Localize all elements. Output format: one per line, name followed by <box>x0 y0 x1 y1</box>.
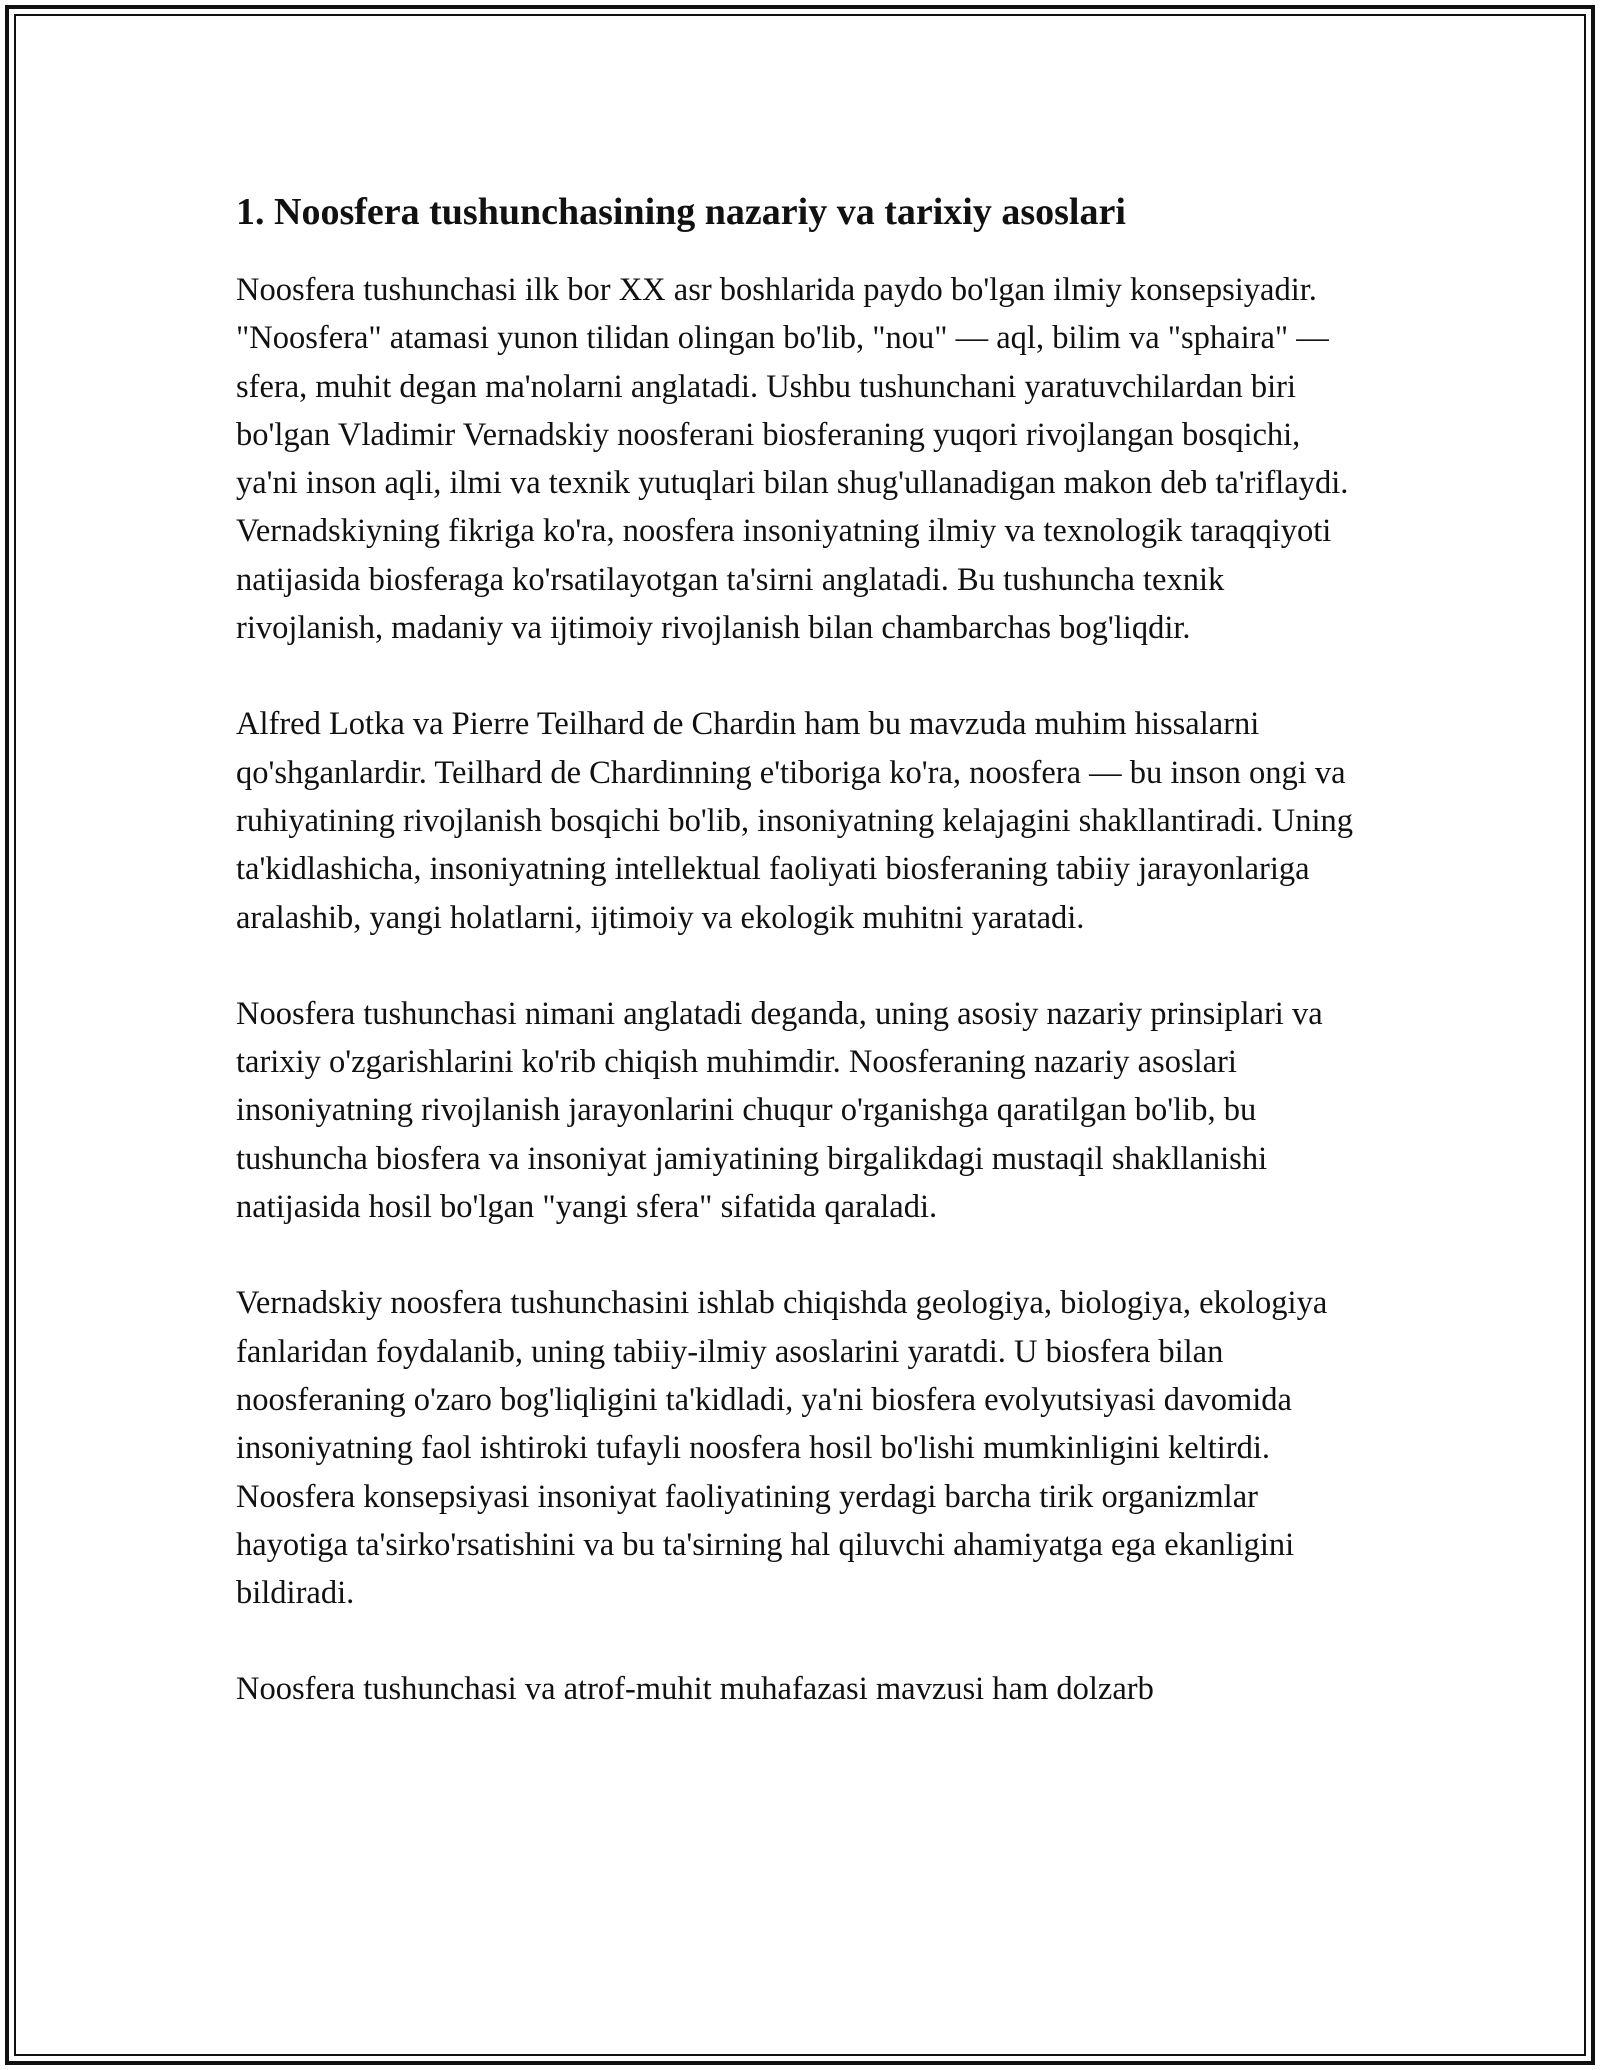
paragraph-4: Vernadskiy noosfera tushunchasini ishlab chiqishda geologiya, biologiya, ekologiya fanlaridan foydalanib, uning tabiiy-ilmiy asoslarini yaratdi. U biosfera bilan noosferaning o'zaro bog'liqligini ta'kidladi, ya'ni biosfera evolyutsiyasi davomida insoniyatning faol ishtiroki tufayli noosfera hosil bo'lishi mumkinligini keltirdi. Noosfera konsepsiyasi insoniyat faoliyatining yerdagi barcha tirik organizmlar hayotiga ta'sirko'rsatishini va bu ta'sirning hal qiluvchi ahamiyatga ega ekanligini bildiradi. <box>236 1285 1328 1612</box>
paragraph-1: Noosfera tushunchasi ilk bor XX asr boshlarida paydo bo'lgan ilmiy konsepsiyadir. "Noosfera" atamasi yunon tilidan olingan bo'lib, "nou" — aql, bilim va "sphaira" — sfera, muhit degan ma'nolarni anglatadi. Ushbu tushunchani yaratuvchilardan biri bo'lgan Vladimir Vernadskiy noosferani biosferaning yuqori rivojlangan bosqichi, ya'ni inson aqli, ilmi va texnik yutuqlari bilan shug'ullanadigan makon deb ta'riflaydi. Vernadskiyning fikriga ko'ra, noosfera insoniyatning ilmiy va texnologik taraqqiyoti natijasida biosferaga ko'rsatilayotgan ta'sirni anglatadi. Bu tushuncha texnik rivojlanish, madaniy va ijtimoiy rivojlanish bilan chambarchas bog'liqdir. <box>236 272 1349 647</box>
section-heading: 1. Noosfera tushunchasining nazariy va tarixiy asoslari <box>236 191 1126 233</box>
paragraph-5: Noosfera tushunchasi va atrof-muhit muhafazasi mavzusi ham dolzarb <box>236 1671 1154 1708</box>
document-body <box>236 190 1366 1762</box>
paragraph-3: Noosfera tushunchasi nimani anglatadi deganda, uning asosiy nazariy prinsiplari va tarixiy o'zgarishlarini ko'rib chiqish muhimdir. Noosferaning nazariy asoslari insoniyatning rivojlanish jarayonlarini chuqur o'rganishga qaratilgan bo'lib, bu tushuncha biosfera va insoniyat jamiyatining birgalikdagi mustaqil shakllanishi natijasida hosil bo'lgan "yangi sfera" sifatida qaraladi. <box>236 995 1323 1226</box>
paragraph-2: Alfred Lotka va Pierre Teilhard de Chardin ham bu mavzuda muhim hissalarni qo'shganlardir. Teilhard de Chardinning e'tiboriga ko'ra, noosfera — bu inson ongi va ruhiyatining rivojlanish bosqichi bo'lib, insoniyatning kelajagini shakllantiradi. Uning ta'kidlashicha, insoniyatning intellektual faoliyati biosferaning tabiiy jarayonlariga aralashib, yangi holatlarni, ijtimoiy va ekologik muhitni yaratadi. <box>236 706 1354 936</box>
